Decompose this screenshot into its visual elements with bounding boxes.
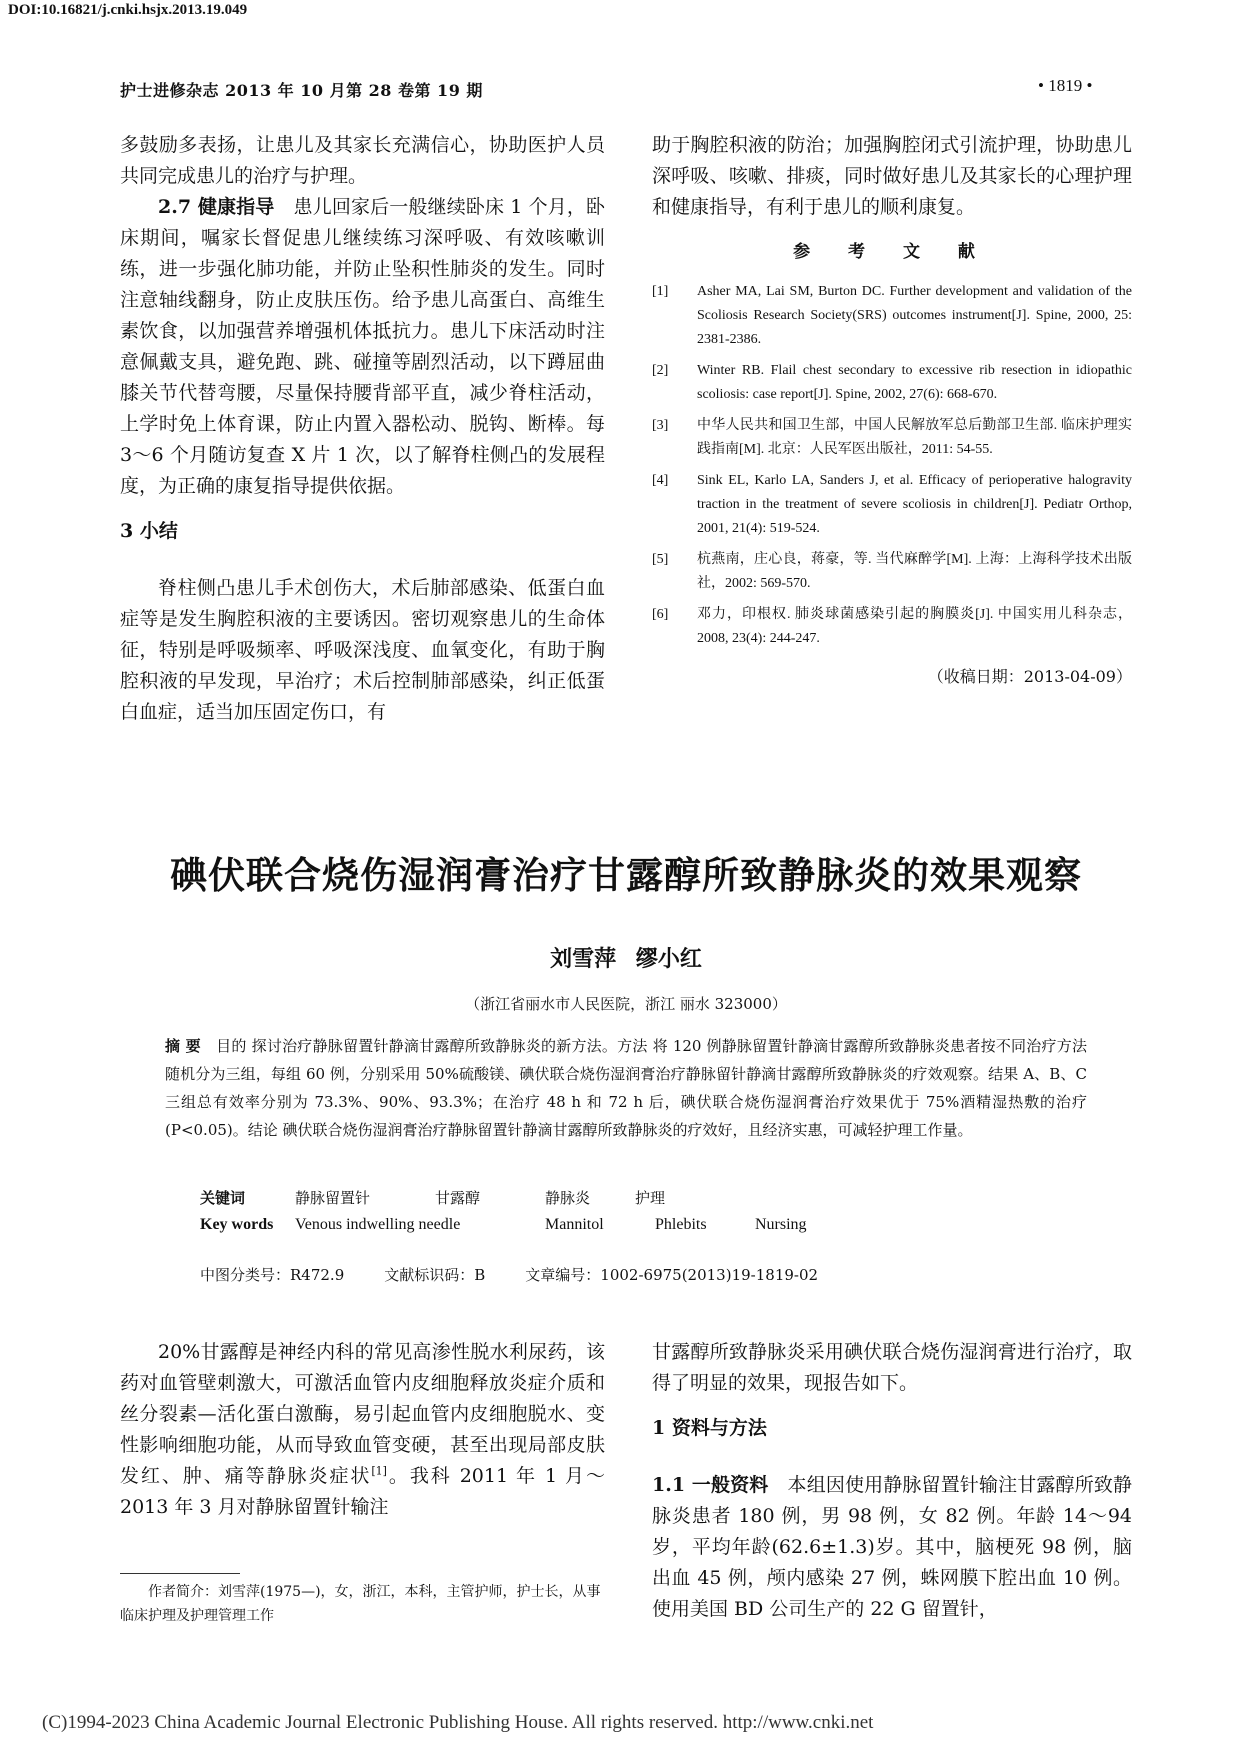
article-title: 碘伏联合烧伤湿润膏治疗甘露醇所致静脉炎的效果观察 (170, 854, 1082, 897)
keyword-en: Venous indwelling needle (295, 1216, 461, 1233)
subsection-heading: 1.1 一般资料 (652, 1474, 769, 1496)
copyright-notice: (C)1994-2023 China Academic Journal Electronic Publishing House. All rights reserved. http://www.cnki.net (42, 1712, 874, 1733)
reference-item: [1] Asher MA, Lai SM, Burton DC. Further development and validation of the Scoliosis Research Society(SRS) outcomes instrument[J]. Spine, 2000, 25: 2381-2386. (652, 284, 1132, 347)
keyword: 静脉炎 (545, 1189, 591, 1207)
keywords-english (200, 1216, 807, 1234)
abstract (165, 1032, 1087, 1144)
paragraph-text: 本组因使用静脉留置针输注甘露醇所致静脉炎患者 180 例，男 98 例，女 82 例。年龄 14～94 岁，平均年龄(62.6±1.3)岁。其中，脑梗死 98 例，脑出血 45 例，颅内感染 27 例，蛛网膜下腔出血 10 例。使用美国 BD 公司生产的 22 G 留置针， (652, 1474, 1132, 1620)
keyword-en: Phlebits (655, 1216, 707, 1233)
prev-article-right-column (652, 130, 1132, 692)
keywords (200, 1187, 665, 1208)
reference-item: [2] Winter RB. Flail chest secondary to excessive rib resection in idiopathic scoliosis: case report[J]. Spine, 2002, 27(6): 668-670. (652, 363, 1132, 402)
paragraph: 甘露醇所致静脉炎采用碘伏联合烧伤湿润膏进行治疗，取得了明显的效果，现报告如下。 (652, 1341, 1132, 1394)
article-right-column (652, 1337, 1132, 1625)
references-title: 参 考 文 献 (793, 242, 991, 262)
keyword: 护理 (635, 1189, 666, 1207)
paragraph: 脊柱侧凸患儿手术创伤大，术后肺部感染、低蛋白血症等是发生胸腔积液的主要诱因。密切观察患儿的生命体征，特别是呼吸频率、呼吸深浅度、血氧变化，有助于胸腔积液的早发现，早治疗；术后控制肺部感染，纠正低蛋白血症，适当加压固定伤口，有 (120, 577, 605, 723)
section-heading: 3 小结 (120, 520, 178, 542)
paragraph (120, 192, 605, 502)
authors: 刘雪萍 缪小红 (550, 947, 702, 972)
affiliation: （浙江省丽水市人民医院，浙江 丽水 323000） (465, 995, 787, 1013)
prev-article-left-column (120, 130, 605, 728)
running-head: 护士进修杂志 2013 年 10 月第 28 卷第 19 期 (120, 81, 483, 100)
keyword: 静脉留置针 (295, 1189, 371, 1207)
page-number: • 1819 • (1038, 76, 1093, 95)
clc-number: 中图分类号：R472.9 (200, 1266, 345, 1284)
subsection-heading: 2.7 健康指导 (158, 196, 275, 218)
paragraph: 20%甘露醇是神经内科的常见高渗性脱水利尿药，该药对血管壁刺激大，可激活血管内皮细胞释放炎症介质和丝分裂素—活化蛋白激酶，易引起血管内皮细胞脱水、变性影响细胞功能，从而导致血管变硬，甚至出现局部皮肤发红、肿、痛等静脉炎症状[1]。我科 2011 年 1 月～2013 年 3 月对静脉留置针输注 (120, 1341, 605, 1518)
document-code: 文献标识码：B (384, 1266, 486, 1284)
citation: [1] (371, 1464, 387, 1478)
paragraph-text: 患儿回家后一般继续卧床 1 个月，卧床期间，嘱家长督促患儿继续练习深呼吸、有效咳嗽训练，进一步强化肺功能，并防止坠积性肺炎的发生。同时注意轴线翻身，防止皮肤压伤。给予患儿高蛋白、高维生素饮食，以加强营养增强机体抵抗力。患儿下床活动时注意佩戴支具，避免跑、跳、碰撞等剧烈活动，以下蹲屈曲膝关节代替弯腰，尽量保持腰背部平直，减少脊柱活动，上学时免上体育课，防止内置入器松动、脱钩、断棒。每 3～6 个月随访复查 X 片 1 次，以了解脊柱侧凸的发展程度，为正确的康复指导提供依据。 (120, 196, 605, 497)
footnote-rule (120, 1573, 240, 1574)
doi: DOI:10.16821/j.cnki.hsjx.2013.19.049 (8, 2, 248, 18)
keyword: 甘露醇 (435, 1189, 481, 1207)
keywords-en-label: Key words (200, 1216, 274, 1233)
received-date: （收稿日期：2013-04-09） (927, 667, 1132, 686)
abstract-label: 摘 要 (165, 1037, 201, 1055)
paragraph: 助于胸腔积液的防治；加强胸腔闭式引流护理，协助患儿深呼吸、咳嗽、排痰，同时做好患儿及其家长的心理护理和健康指导，有利于患儿的顺利康复。 (652, 134, 1132, 218)
article-number: 文章编号：1002-6975(2013)19-1819-02 (525, 1266, 819, 1284)
reference-item: [4] Sink EL, Karlo LA, Sanders J, et al. Efficacy of perioperative halogravity traction in the treatment of severe scoliosis in children[J]. Pediatr Orthop, 2001, 21(4): 519-524. (652, 473, 1132, 536)
paragraph (652, 1470, 1132, 1625)
reference-list (652, 280, 1132, 651)
keyword-en: Nursing (755, 1216, 807, 1233)
reference-item: [5] 杭燕南，庄心良，蒋豪，等. 当代麻醉学[M]. 上海：上海科学技术出版社，2002: 569-570. (652, 552, 1132, 591)
reference-item: [6] 邓力，印根权. 肺炎球菌感染引起的胸膜炎[J]. 中国实用儿科杂志，2008, 23(4): 244-247. (652, 607, 1132, 646)
abstract-text: 目的 探讨治疗静脉留置针静滴甘露醇所致静脉炎的新方法。方法 将 120 例静脉留置针静滴甘露醇所致静脉炎患者按不同治疗方法随机分为三组，每组 60 例，分别采用 50%硫酸镁、碘伏联合烧伤湿润膏治疗静脉留针静滴甘露醇所致静脉炎的疗效观察。结果 A、B、C 三组总有效率分别为 73.3%、90%、93.3%；在治疗 48 h 和 72 h 后，碘伏联合烧伤湿润膏治疗效果优于 75%酒精湿热敷的治疗(P<0.05)。结论 碘伏联合烧伤湿润膏治疗静脉留置针静滴甘露醇所致静脉炎的疗效好，且经济实惠，可减轻护理工作量。 (165, 1037, 1087, 1139)
section-heading: 1 资料与方法 (652, 1417, 767, 1439)
paragraph: 多鼓励多表扬，让患儿及其家长充满信心，协助医护人员共同完成患儿的治疗与护理。 (120, 134, 605, 187)
article-left-column (120, 1337, 605, 1523)
keywords-label: 关键词 (200, 1189, 246, 1207)
classification-row (200, 1264, 858, 1285)
keyword-en: Mannitol (545, 1216, 604, 1233)
reference-item: [3] 中华人民共和国卫生部，中国人民解放军总后勤部卫生部. 临床护理实践指南[M]. 北京：人民军医出版社，2011: 54-55. (652, 418, 1132, 457)
author-note: 作者简介：刘雪萍(1975—)，女，浙江，本科，主管护师，护士长，从事临床护理及护理管理工作 (120, 1584, 601, 1624)
